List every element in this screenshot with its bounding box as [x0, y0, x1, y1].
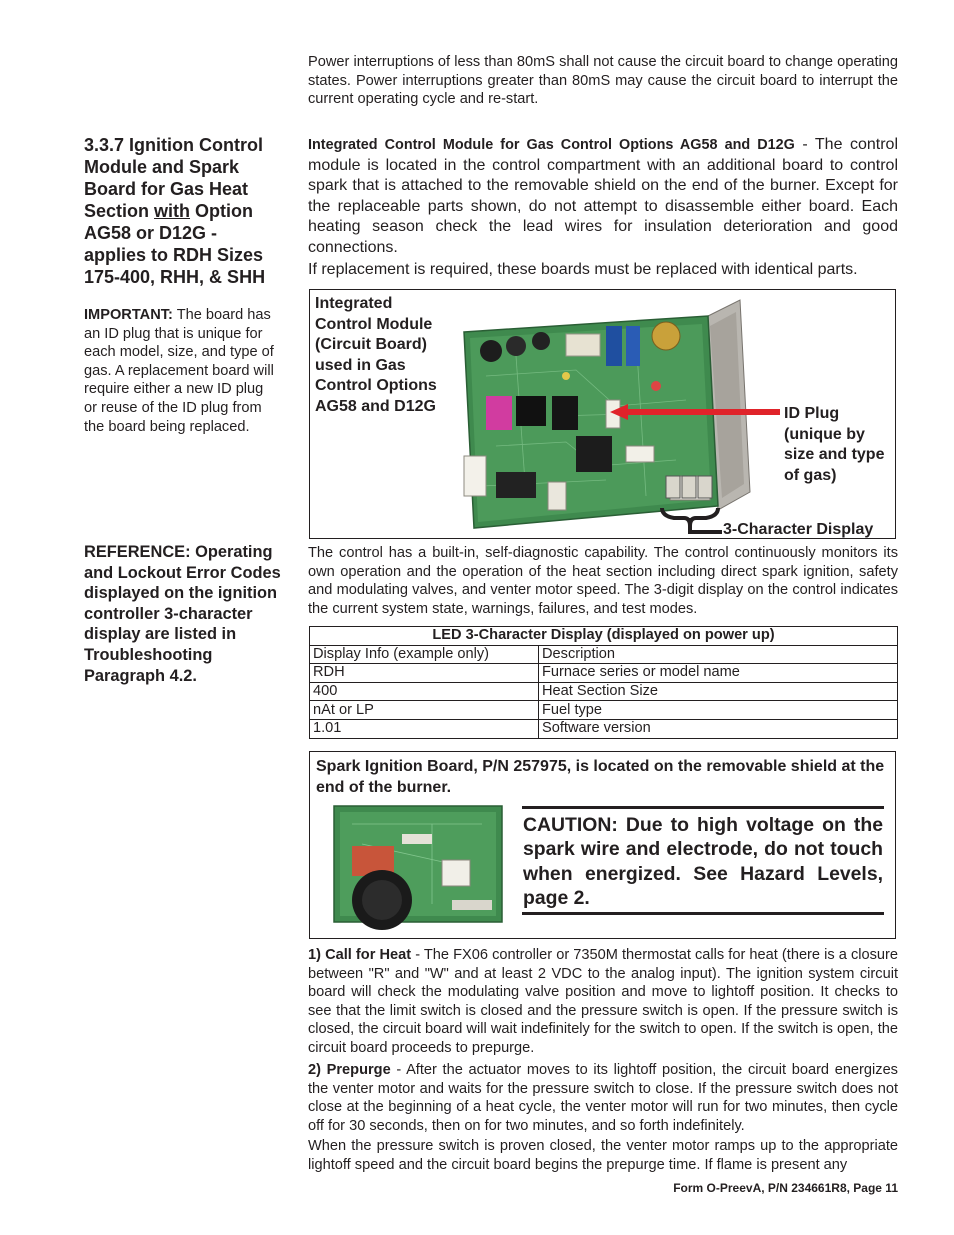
table-row: [310, 701, 898, 720]
important-note: IMPORTANT: The board has an ID plug that is unique for each model, size, and type of gas. A replacement board will require either a new ID plug or reuse of the ID plug from the board being replaced.: [84, 307, 274, 435]
spark-board-caption: Spark Ignition Board, P/N 257975, is located on the removable shield at the end of the burner.: [316, 758, 885, 796]
module-paragraph: Integrated Control Module for Gas Control Options AG58 and D12G - The control module is located in the control compartment with an additional board to control spark that is attached to the removable shield on the end of the burner. Except for the replaceable parts shown, do not attempt to disassemble either board. Each heating season check the lead wires for insulation deterioration and good connections.: [308, 136, 899, 256]
table-cell: RDH: [310, 664, 539, 683]
table-row: [310, 719, 898, 738]
table-cell: Software version: [539, 719, 898, 738]
section-title: 3.3.7 Ignition Control Module and Spark Board for Gas Heat Section with Option AG58 or D12G - applies to RDH Sizes 175-400, RHH, & SHH: [84, 135, 266, 287]
replacement-paragraph: If replacement is required, these boards must be replaced with identical parts.: [308, 261, 858, 278]
led-display-table: [309, 626, 898, 739]
control-module-figure: [309, 289, 896, 539]
page-footer: Form O-PreevA, P/N 234661R8, Page 11: [673, 1181, 898, 1195]
table-row: [310, 682, 898, 701]
table-cell: nAt or LP: [310, 701, 539, 720]
table-cell: Fuel type: [539, 701, 898, 720]
table-title-row: [310, 627, 898, 646]
id-plug-label: ID Plug (unique by size and type of gas): [784, 405, 885, 484]
figure-caption: Integrated Control Module (Circuit Board) used in Gas Control Options AG58 and D12G: [315, 295, 437, 415]
step-call-for-heat: 1) Call for Heat - The FX06 controller or 7350M thermostat calls for heat (there is a closure between "R" and "W" and at least 2 VDC to the analog input). The ignition system circuit board will check the modulating valve position and move to lightoff position. It checks to see that the limit switch is closed and the pressure switch is open. If the pressure switch is closed, the circuit board will wait indefinitely for the switch to open. If the switch is open, the circuit board proceeds to prepurge.: [308, 947, 899, 1056]
table-cell: Furnace series or model name: [539, 664, 898, 683]
table-cell: 400: [310, 682, 539, 701]
intro-paragraph: Power interruptions of less than 80mS shall not cause the circuit board to change operating states. Power interruptions greater than 80mS may cause the circuit board to interrupt the current operating cycle and re-start.: [308, 54, 898, 108]
display-bracket-icon: [660, 504, 722, 536]
caution-bottom-rule: [522, 912, 884, 915]
table-row: [310, 664, 898, 683]
diagnostic-paragraph: The control has a built-in, self-diagnostic capability. The control continuously monitors its own operation and the operation of the heat section including direct spark ignition, safety and modulating valves, and venter motor speed. The 3-digit display on the control indicates the current system state, warnings, failures, and test modes.: [308, 545, 898, 617]
table-header-row: [310, 645, 898, 664]
id-plug-arrow: [610, 402, 782, 422]
table-cell: Heat Section Size: [539, 682, 898, 701]
table-cell: 1.01: [310, 719, 539, 738]
display-label: 3-Character Display: [723, 521, 874, 538]
spark-board-photo: [332, 804, 504, 934]
reference-note: REFERENCE: Operating and Lockout Error Codes displayed on the ignition controller 3-character display are listed in Troubleshooting Paragraph 4.2.: [84, 543, 281, 685]
caution-top-rule: [522, 806, 884, 809]
column-header: Display Info (example only): [310, 645, 539, 664]
spark-board-figure: [309, 751, 896, 939]
column-header: Description: [539, 645, 898, 664]
caution-text: CAUTION: Due to high voltage on the spark wire and electrode, do not touch when energized. See Hazard Levels, page 2.: [523, 814, 883, 910]
table-title: LED 3-Character Display (displayed on power up): [310, 627, 898, 646]
step-prepurge: 2) Prepurge - After the actuator moves to its lightoff position, the circuit board energizes the venter motor and waits for the pressure switch to close. If the pressure switch does not close at the beginning of a heat cycle, the venter motor will run for two minutes, then cycle off for 30 seconds, then on for two minutes, and so forth indefinitely.: [308, 1062, 898, 1134]
step-prepurge-continued: When the pressure switch is proven closed, the venter motor ramps up to the appropriate lightoff speed and the circuit board begins the prepurge time. If flame is present any: [308, 1138, 898, 1173]
